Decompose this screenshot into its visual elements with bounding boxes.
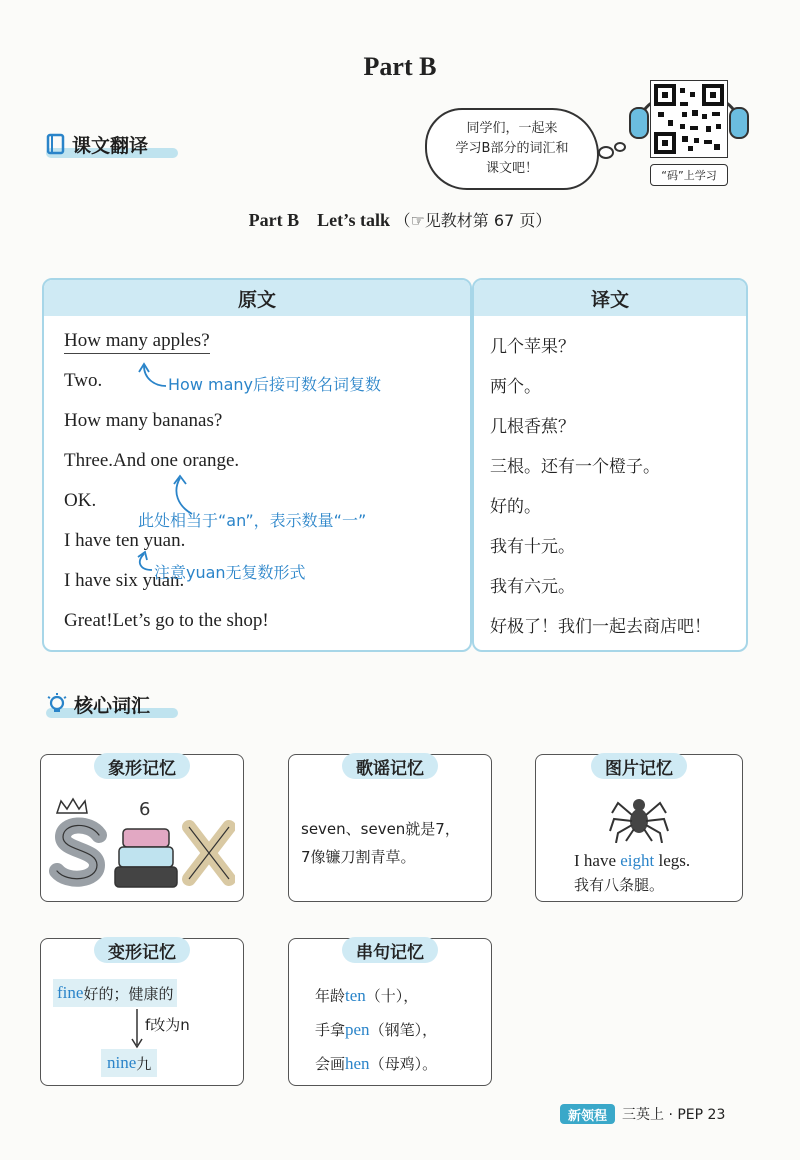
transform-rule: f改为n [145,1016,190,1034]
keyword-eight: eight [620,851,655,870]
number-shapes-illustration [49,795,235,891]
rhyme-line: 7像镰刀割青草。 [301,848,416,866]
bubble-line: 学习B部分的词汇和 [455,141,569,156]
book-icon [46,133,66,155]
dialog-line-zh: 几根香蕉？ [490,417,575,437]
section-heading-translation [46,130,178,158]
qr-code-icon[interactable] [650,80,728,158]
six-candle-glyph: 6 [139,799,151,820]
dialog-line-zh: 好的。 [490,497,541,517]
transform-line-fine [53,979,177,1007]
publisher-badge: 新领程 [560,1104,615,1124]
keyword-hen: hen [345,1054,370,1073]
line-prefix: 年龄 [315,987,346,1005]
keyword-pen: pen [345,1020,370,1039]
annotation-how-many: How many后接可数名词复数 [168,375,381,394]
subtitle-part: Part B [248,210,300,230]
page-title: Part B [363,52,437,81]
section-heading-label: 核心词汇 [74,694,151,717]
dialog-line-en: I have ten yuan. [64,530,186,551]
dialog-line-en: How many apples? [64,330,210,354]
annotation-one: 此处相当于“an”，表示数量“一” [138,511,367,530]
bubble-line: 课文吧！ [485,161,538,176]
translation-table [472,278,748,652]
lightbulb-icon [46,693,68,715]
sentence-line [315,979,437,1013]
card-body [315,979,437,1081]
section-heading-vocabulary [46,690,178,718]
line-prefix: 会画 [315,1055,346,1073]
dialog-line-zh: 两个。 [490,377,541,397]
section-heading-label: 课文翻译 [72,134,149,157]
translation-header: 译文 [474,280,746,316]
keyword-ten: ten [345,986,366,1005]
down-arrow-icon [131,1009,143,1049]
spider-icon [608,785,670,843]
card-pictographic-memory [40,754,244,902]
line-suffix: （十）， [365,987,419,1005]
picture-sentence-zh: 我有八条腿。 [574,876,665,894]
dialog-line-en: Two. [64,370,103,391]
sentence-line [315,1047,437,1081]
lesson-subtitle [0,208,800,231]
dialog-line-en: OK. [64,490,97,511]
picture-sentence-en [574,849,690,873]
line-prefix: 手拿 [315,1021,346,1039]
qr-code-frame[interactable] [650,80,728,180]
dialog-line-zh: 我有六元。 [490,577,575,597]
sentence-line [315,1013,437,1047]
original-text-table [42,278,472,652]
card-body [301,815,460,871]
keyword-nine: nine [107,1053,137,1072]
transform-line-nine [101,1049,157,1077]
card-title: 歌谣记忆 [342,753,438,779]
dialog-line-en: Great!Let’s go to the shop! [64,610,269,631]
card-title: 串句记忆 [342,937,438,963]
line-suffix: （母鸡）。 [369,1055,438,1073]
speech-bubble [425,108,599,190]
card-title: 象形记忆 [94,753,190,779]
dialog-line-en: I have six yuan. [64,570,185,591]
card-title: 变形记忆 [94,937,190,963]
dialog-line-zh: 好极了！我们一起去商店吧！ [490,617,711,637]
line-suffix: （钢笔）， [369,1021,438,1039]
bubble-line: 同学们，一起来 [466,121,558,136]
dialog-line-zh: 我有十元。 [490,537,575,557]
qr-caption: “码”上学习 [650,164,728,186]
subtitle-lesson: Let’s talk [317,210,390,230]
dialog-line-zh: 三根。还有一个橙子。 [490,457,660,477]
meaning-nine: 九 [136,1054,152,1073]
bubble-tail-dot [614,142,626,152]
meaning-fine: 好的；健康的 [83,984,174,1003]
card-sentence-memory [288,938,492,1086]
bubble-tail-dot [598,146,614,159]
sentence-part: I have [574,851,621,870]
original-header: 原文 [44,280,470,316]
annotation-yuan: 注意yuan无复数形式 [154,563,306,582]
dialog-line-en: How many bananas? [64,410,223,431]
card-picture-memory [535,754,743,902]
card-title: 图片记忆 [591,753,687,779]
card-transform-memory [40,938,244,1086]
keyword-fine: fine [57,983,84,1002]
annotation-arrows [44,316,470,650]
sentence-part: legs. [654,851,691,870]
page-footer: 三英上 · PEP 23 [622,1107,726,1123]
card-rhyme-memory [288,754,492,902]
textbook-reference: （☞见教材第 67 页） [394,211,552,230]
rhyme-line: seven、seven就是7， [301,820,460,838]
dialog-line-en: Three.And one orange. [64,450,240,471]
dialog-line-zh: 几个苹果？ [490,337,575,357]
